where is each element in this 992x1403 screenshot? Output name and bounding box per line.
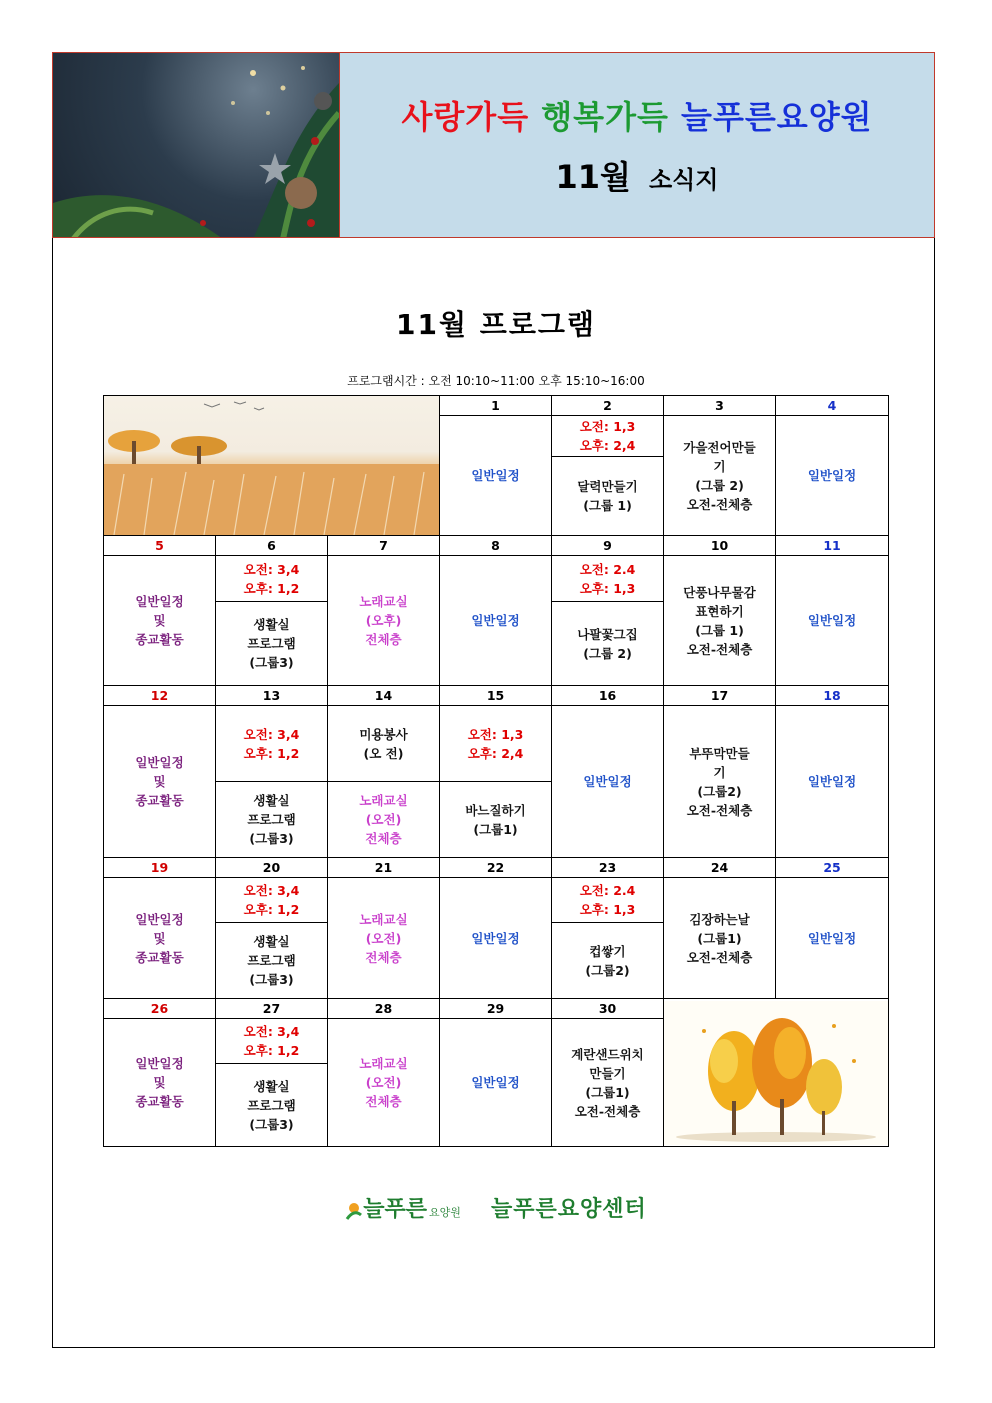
autumn-trees-image [664, 999, 889, 1147]
schedule-day-19: 일반일정 및 종교활동 [104, 878, 216, 999]
header-newsletter: 소식지 [648, 166, 719, 194]
day-18: 18 [776, 686, 889, 706]
header-title-part1: 사랑가득 [401, 98, 530, 136]
logo-text: 늘푸른 [363, 1197, 428, 1222]
schedule-day-8: 일반일정 [440, 556, 552, 686]
program-calendar [103, 395, 889, 1147]
schedule-day-12: 일반일정 및 종교활동 [104, 706, 216, 858]
day-6: 6 [216, 536, 328, 556]
schedule-day-4: 일반일정 [776, 416, 889, 536]
schedule-day-2-activity: 달력만들기 (그룹 1) [552, 457, 664, 536]
sprout-icon [345, 1201, 363, 1223]
schedule-day-3: 가을전어만들 기 (그룹 2) 오전-전체층 [664, 416, 776, 536]
day-1: 1 [440, 396, 552, 416]
day-11: 11 [776, 536, 889, 556]
schedule-day-7: 노래교실 (오후) 전체층 [328, 556, 440, 686]
header-title [401, 92, 872, 138]
schedule-day-1: 일반일정 [440, 416, 552, 536]
center-name: 늘푸른요양센터 [490, 1197, 647, 1222]
schedule-day-11: 일반일정 [776, 556, 889, 686]
schedule-day-13-time: 오전: 3,4 오후: 1,2 [216, 706, 328, 782]
schedule-day-16: 일반일정 [552, 706, 664, 858]
day-16: 16 [552, 686, 664, 706]
program-title: 11월 프로그램 [396, 308, 596, 341]
schedule-day-23-time: 오전: 2.4 오후: 1,3 [552, 878, 664, 923]
day-17: 17 [664, 686, 776, 706]
header-subtitle [555, 152, 718, 198]
header-title-part3: 늘푸른요양원 [681, 98, 873, 136]
day-12: 12 [104, 686, 216, 706]
day-25: 25 [776, 858, 889, 878]
schedule-day-5: 일반일정 및 종교활동 [104, 556, 216, 686]
schedule-day-9-activity: 나팔꽃그집 (그룹 2) [552, 602, 664, 686]
day-19: 19 [104, 858, 216, 878]
header-title-area [340, 53, 934, 237]
footer [0, 1192, 992, 1223]
autumn-field-image [104, 396, 440, 536]
schedule-day-21: 노래교실 (오전) 전체층 [328, 878, 440, 999]
day-7: 7 [328, 536, 440, 556]
newsletter-header [52, 52, 935, 238]
day-4: 4 [776, 396, 889, 416]
schedule-day-24: 김장하는날 (그룹1) 오전-전체층 [664, 878, 776, 999]
schedule-day-18: 일반일정 [776, 706, 889, 858]
day-20: 20 [216, 858, 328, 878]
schedule-day-29: 일반일정 [440, 1019, 552, 1147]
schedule-day-14-volunteer: 미용봉사 (오 전) [328, 706, 440, 782]
schedule-day-15-activity: 바느질하기 (그룹1) [440, 782, 552, 858]
logo-subtext: 요양원 [429, 1206, 461, 1219]
day-14: 14 [328, 686, 440, 706]
day-28: 28 [328, 999, 440, 1019]
day-26: 26 [104, 999, 216, 1019]
schedule-day-25: 일반일정 [776, 878, 889, 999]
schedule-day-2-time: 오전: 1,3 오후: 2,4 [552, 416, 664, 457]
schedule-day-22: 일반일정 [440, 878, 552, 999]
schedule-day-27-time: 오전: 3,4 오후: 1,2 [216, 1019, 328, 1064]
day-30: 30 [552, 999, 664, 1019]
schedule-day-30: 계란샌드위치 만들기 (그룹1) 오전-전체층 [552, 1019, 664, 1147]
schedule-day-14-activity: 노래교실 (오전) 전체층 [328, 782, 440, 858]
schedule-day-27-activity: 생활실 프로그램 (그룹3) [216, 1064, 328, 1147]
christmas-decoration-image [53, 53, 340, 237]
day-8: 8 [440, 536, 552, 556]
schedule-day-6-activity: 생활실 프로그램 (그룹3) [216, 602, 328, 686]
schedule-day-10: 단풍나무물감 표현하기 (그룹 1) 오전-전체층 [664, 556, 776, 686]
day-5: 5 [104, 536, 216, 556]
schedule-day-28: 노래교실 (오전) 전체층 [328, 1019, 440, 1147]
day-23: 23 [552, 858, 664, 878]
program-time: 프로그램시간 : 오전 10:10~11:00 오후 15:10~16:00 [347, 374, 645, 388]
schedule-day-13-activity: 생활실 프로그램 (그룹3) [216, 782, 328, 858]
day-13: 13 [216, 686, 328, 706]
day-10: 10 [664, 536, 776, 556]
schedule-day-15-time: 오전: 1,3 오후: 2,4 [440, 706, 552, 782]
day-3: 3 [664, 396, 776, 416]
header-title-part2: 행복가득 [541, 98, 669, 136]
schedule-day-20-activity: 생활실 프로그램 (그룹3) [216, 923, 328, 999]
schedule-day-20-time: 오전: 3,4 오후: 1,2 [216, 878, 328, 923]
schedule-day-17: 부뚜막만들 기 (그룹2) 오전-전체층 [664, 706, 776, 858]
day-24: 24 [664, 858, 776, 878]
day-9: 9 [552, 536, 664, 556]
schedule-day-23-activity: 컵쌓기 (그룹2) [552, 923, 664, 999]
schedule-day-9-time: 오전: 2.4 오후: 1,3 [552, 556, 664, 602]
day-15: 15 [440, 686, 552, 706]
header-month: 11월 [555, 158, 631, 196]
day-27: 27 [216, 999, 328, 1019]
day-29: 29 [440, 999, 552, 1019]
schedule-day-6-time: 오전: 3,4 오후: 1,2 [216, 556, 328, 602]
day-2: 2 [552, 396, 664, 416]
schedule-day-26: 일반일정 및 종교활동 [104, 1019, 216, 1147]
day-22: 22 [440, 858, 552, 878]
nursing-home-logo [345, 1192, 461, 1223]
day-21: 21 [328, 858, 440, 878]
